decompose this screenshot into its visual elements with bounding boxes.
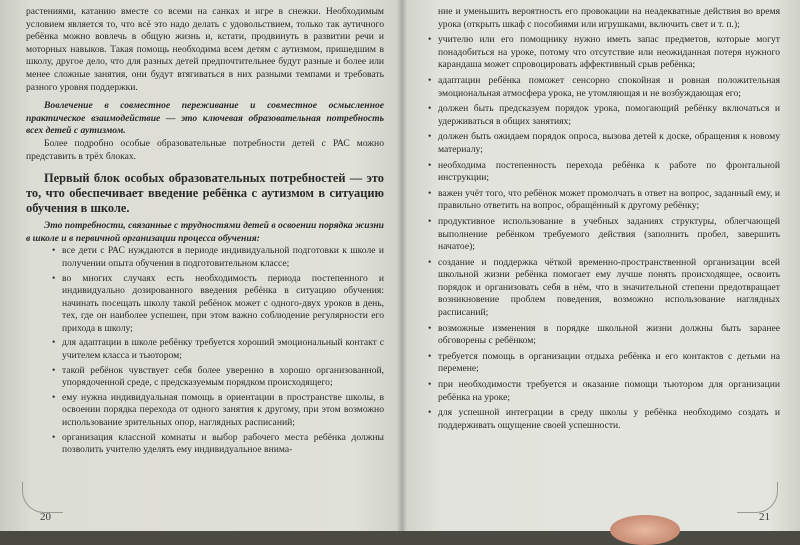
- section-heading: Первый блок особых образовательных потребностей — это то, что обеспечивает введение ребёнка с аутизмом в ситуацию обучения в школе.: [26, 171, 384, 216]
- list-item: • организация классной комнаты и выбор рабочего места ребёнка должны позволить учителю уделять ему индивидуальное внима-: [52, 432, 384, 457]
- list-item: • важен учёт того, что ребёнок может промолчать в ответ на вопрос, заданный ему, и правильно ответить на вопрос, обращённый к другому ребёнку;: [428, 188, 780, 213]
- list-item: • создание и поддержка чёткой временно-пространственной организации всей школьной жизни ребёнка помогает ему лучше понять происходящее, освоить порядок и организовать себя в нём, что в значительной степени предотвращает возникновение проблем поведения, возможно использование наглядных расписаний;: [428, 257, 780, 320]
- list-item: • при необходимости требуется и оказание помощи тьютором для организации ребёнка на уроке;: [428, 379, 780, 404]
- list-item: • для успешной интеграции в среду школы у ребёнка необходимо создать и поддерживать ощущение своей успешности.: [428, 407, 780, 432]
- paragraph-3: Более подробно особые образовательные потребности детей с РАС можно представить в трёх блоках.: [26, 137, 384, 162]
- book-gutter: [397, 0, 407, 531]
- list-item: • ему нужна индивидуальная помощь в ориентации в пространстве школы, в освоении порядка перехода от одного занятия к другому, при этом возможно использование зрительных опор, наглядных расписаний;: [52, 392, 384, 430]
- corner-ornament: [22, 482, 63, 513]
- list-item: • необходима постепенность перехода ребёнка к работе по фронтальной инструкции;: [428, 160, 780, 185]
- left-page: [0, 0, 402, 531]
- list-item: • продуктивное использование в учебных заданиях структуры, облегчающей выполнение ребёнком требуемого действия (заполнить пробел, завершить начатое);: [428, 216, 780, 254]
- list-item: • такой ребёнок чувствует себя более уверенно в хорошо организованной, упорядоченной среде, с предсказуемым порядком происходящего;: [52, 365, 384, 390]
- list-item: • требуется помощь в организации отдыха ребёнка и его контактов с детьми на перемене;: [428, 351, 780, 376]
- list-item: • во многих случаях есть необходимость периода постепенного и индивидуально дозированного введения ребёнка в ситуацию обучения: начинать посещать школу такой ребёнок может с одного-двух уроков в день, тех, где он наиболее успешен, при этом важно соблюдение регулярности его прихода в школу;: [52, 273, 384, 336]
- intro-paragraph: Это потребности, связанные с трудностями детей в освоении порядка жизни в школе и в первичной организации процесса обучения:: [26, 220, 384, 244]
- list-item: • адаптации ребёнка поможет сенсорно спокойная и ровная положительная эмоциональная атмосфера урока, не утомляющая и не возбуждающая его;: [428, 75, 780, 100]
- list-item: • должен быть предсказуем порядок урока, помогающий ребёнку включаться и удерживаться в общих занятиях;: [428, 103, 780, 128]
- key-statement: Вовлечение в совместное переживание и совместное осмысленное практическое взаимодействие — это ключевая образовательная потребность всех детей с аутизмом.: [26, 100, 384, 137]
- corner-ornament: [737, 482, 778, 513]
- left-bullet-list: [26, 245, 384, 457]
- list-item: • учителю или его помощнику нужно иметь запас предметов, которые могут понадобиться на уроке, потому что отсутствие или неожиданная потеря нужного карандаша может спровоцировать аффективный срыв ребёнка;: [428, 34, 780, 72]
- list-item-continuation: ние и уменьшить вероятность его провокации на неадекватные действия во время урока (открыть шкаф с пособиями или игрушками, включить свет и т. п.);: [438, 6, 780, 30]
- page-number: 20: [40, 511, 51, 523]
- paragraph-1: растениями, катанию вместе со всеми на санках и игре в снежки. Необходимым условием является то, что всё это надо делать с удовольствием, только так аутичного ребёнка можно вовлечь в общую жизнь и, кстати, продвинуть в развитии речи и моторных навыков. Такая помощь необходима всем детям с аутизмом, пришедшим в школу, другое дело, что для разных детей предпочтительнее будут разные и более или менее сложные занятия, они будут втягиваться в них разными темпами и требовать разного уровня поддержки.: [26, 6, 384, 93]
- left-text-column: [26, 6, 384, 459]
- right-text-column: [428, 6, 780, 435]
- list-item: • возможные изменения в порядке школьной жизни должны быть заранее обговорены с ребёнком;: [428, 323, 780, 348]
- list-item: • должен быть ожидаем порядок опроса, вызова детей к доске, обращения к новому материалу;: [428, 131, 780, 156]
- right-bullet-list: [428, 6, 780, 432]
- list-item: • для адаптации в школе ребёнку требуется хороший эмоциональный контакт с учителем класса и тьютором;: [52, 337, 384, 362]
- thumb: [610, 515, 680, 545]
- page-number: 21: [759, 511, 770, 523]
- right-page: [402, 0, 800, 531]
- list-item: • все дети с РАС нуждаются в периоде индивидуальной подготовки к школе и получении опыта обучения в подготовительном классе;: [52, 245, 384, 270]
